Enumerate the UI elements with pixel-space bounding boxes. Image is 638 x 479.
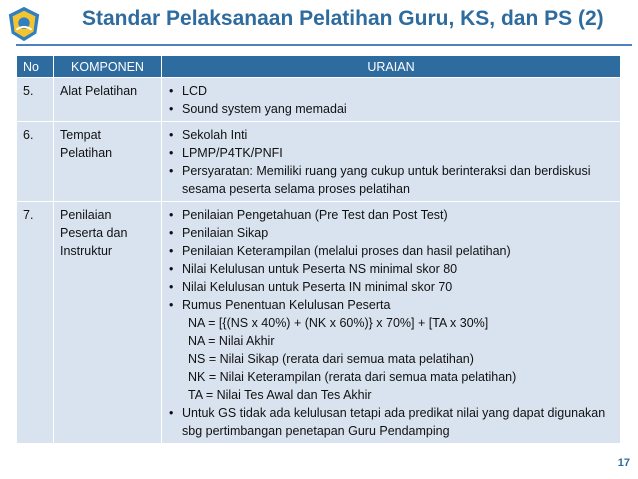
row-uraian <box>162 78 621 122</box>
table-row <box>17 78 621 122</box>
formula-line: NA = Nilai Akhir <box>188 334 275 348</box>
row-komponen: Tempat Pelatihan <box>54 122 162 202</box>
formula-line: NK = Nilai Keterampilan (rerata dari semua mata pelatihan) <box>188 370 517 384</box>
row-number: 7. <box>17 202 54 444</box>
row-number: 5. <box>17 78 54 122</box>
row-uraian <box>162 202 621 444</box>
formula-line: TA = Nilai Tes Awal dan Tes Akhir <box>188 388 372 402</box>
list-item: • LPMP/P4TK/PNFI <box>168 144 614 162</box>
list-item: • LCD <box>168 82 614 100</box>
row-komponen: Penilaian Peserta dan Instruktur <box>54 202 162 444</box>
table-row <box>17 202 621 444</box>
formula-line: NA = [{(NS x 40%) + (NK x 60%)} x 70%] + [TA x 30%] <box>188 316 489 330</box>
header-no: No <box>17 56 54 78</box>
list-item: • Nilai Kelulusan untuk Peserta IN minimal skor 70 <box>168 278 614 296</box>
row-uraian <box>162 122 621 202</box>
list-item: • Penilaian Pengetahuan (Pre Test dan Post Test) <box>168 206 614 224</box>
formula-line: NS = Nilai Sikap (rerata dari semua mata pelatihan) <box>188 352 474 366</box>
title-divider <box>16 44 632 46</box>
list-item: • Persyaratan: Memiliki ruang yang cukup untuk berinteraksi dan berdiskusi sesama peserta selama proses pelatihan <box>168 162 614 198</box>
list-item: • Nilai Kelulusan untuk Peserta NS minimal skor 80 <box>168 260 614 278</box>
tut-wuri-handayani-logo <box>5 5 43 43</box>
page-title: Standar Pelaksanaan Pelatihan Guru, KS, dan PS (2) <box>82 7 604 30</box>
table-row <box>17 122 621 202</box>
list-item: • Sekolah Inti <box>168 126 614 144</box>
row-komponen: Alat Pelatihan <box>54 78 162 122</box>
page-number: 17 <box>617 457 630 469</box>
header-komponen: KOMPONEN <box>54 56 162 78</box>
row-number: 6. <box>17 122 54 202</box>
list-item: • Penilaian Keterampilan (melalui proses dan hasil pelatihan) <box>168 242 614 260</box>
table-header-row <box>17 56 621 78</box>
list-item: • Rumus Penentuan Kelulusan Peserta <box>168 296 614 314</box>
list-item: • Sound system yang memadai <box>168 100 614 118</box>
list-item: • Untuk GS tidak ada kelulusan tetapi ada predikat nilai yang dapat digunakan sbg pertimbangan penetapan Guru Pendamping <box>168 404 614 440</box>
standards-table <box>16 55 621 444</box>
list-item: • Penilaian Sikap <box>168 224 614 242</box>
header-uraian: URAIAN <box>162 56 621 78</box>
